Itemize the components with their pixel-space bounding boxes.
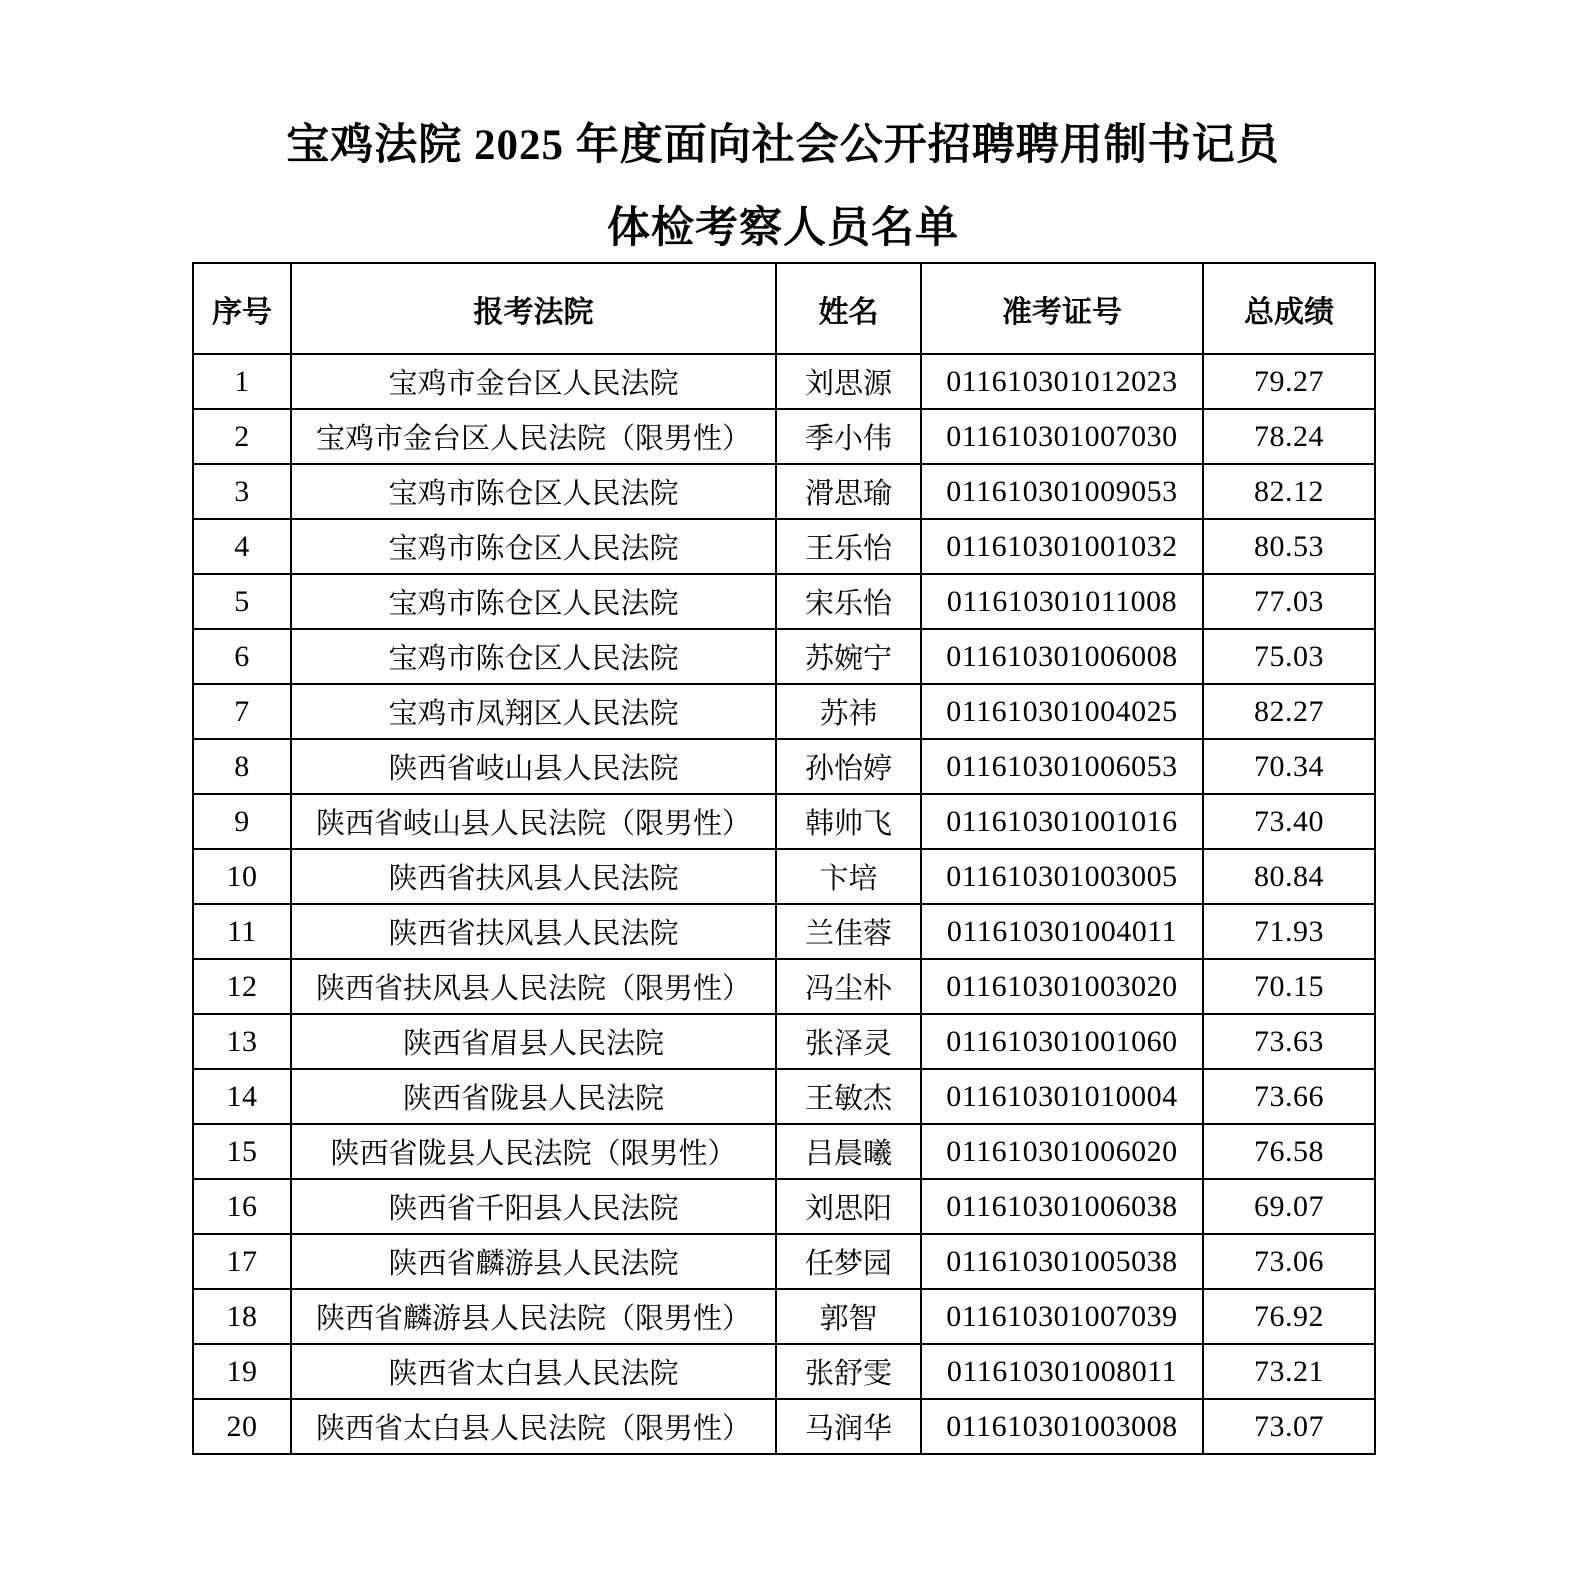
cell-name: 刘思阳 bbox=[776, 1179, 921, 1234]
header-row bbox=[193, 263, 1375, 354]
cell-ticket: 011610301004011 bbox=[921, 904, 1203, 959]
cell-score: 73.06 bbox=[1203, 1234, 1375, 1289]
cell-score: 80.84 bbox=[1203, 849, 1375, 904]
cell-no: 16 bbox=[193, 1179, 291, 1234]
cell-ticket: 011610301004025 bbox=[921, 684, 1203, 739]
cell-score: 80.53 bbox=[1203, 519, 1375, 574]
cell-ticket: 011610301001016 bbox=[921, 794, 1203, 849]
cell-ticket: 011610301006038 bbox=[921, 1179, 1203, 1234]
cell-no: 20 bbox=[193, 1399, 291, 1454]
cell-ticket: 011610301003008 bbox=[921, 1399, 1203, 1454]
cell-score: 82.27 bbox=[1203, 684, 1375, 739]
table-row bbox=[193, 464, 1375, 519]
cell-court: 宝鸡市金台区人民法院（限男性） bbox=[291, 409, 776, 464]
cell-court: 陕西省麟游县人民法院（限男性） bbox=[291, 1289, 776, 1344]
table-row bbox=[193, 684, 1375, 739]
cell-ticket: 011610301008011 bbox=[921, 1344, 1203, 1399]
table-row bbox=[193, 1234, 1375, 1289]
cell-no: 9 bbox=[193, 794, 291, 849]
table-row bbox=[193, 959, 1375, 1014]
table-row bbox=[193, 1014, 1375, 1069]
table-row bbox=[193, 739, 1375, 794]
cell-court: 陕西省扶风县人民法院（限男性） bbox=[291, 959, 776, 1014]
cell-court: 宝鸡市金台区人民法院 bbox=[291, 354, 776, 409]
cell-court: 陕西省岐山县人民法院（限男性） bbox=[291, 794, 776, 849]
cell-name: 马润华 bbox=[776, 1399, 921, 1454]
cell-no: 2 bbox=[193, 409, 291, 464]
table-row bbox=[193, 409, 1375, 464]
table-row bbox=[193, 1069, 1375, 1124]
cell-court: 陕西省眉县人民法院 bbox=[291, 1014, 776, 1069]
cell-score: 79.27 bbox=[1203, 354, 1375, 409]
cell-court: 宝鸡市陈仓区人民法院 bbox=[291, 629, 776, 684]
cell-no: 17 bbox=[193, 1234, 291, 1289]
cell-ticket: 011610301009053 bbox=[921, 464, 1203, 519]
cell-score: 77.03 bbox=[1203, 574, 1375, 629]
cell-score: 73.63 bbox=[1203, 1014, 1375, 1069]
cell-court: 宝鸡市陈仓区人民法院 bbox=[291, 464, 776, 519]
cell-court: 陕西省千阳县人民法院 bbox=[291, 1179, 776, 1234]
cell-no: 7 bbox=[193, 684, 291, 739]
cell-score: 76.92 bbox=[1203, 1289, 1375, 1344]
cell-name: 兰佳蓉 bbox=[776, 904, 921, 959]
col-header-no: 序号 bbox=[193, 263, 291, 354]
cell-ticket: 011610301005038 bbox=[921, 1234, 1203, 1289]
cell-no: 4 bbox=[193, 519, 291, 574]
cell-no: 15 bbox=[193, 1124, 291, 1179]
cell-score: 82.12 bbox=[1203, 464, 1375, 519]
table-row bbox=[193, 354, 1375, 409]
cell-court: 陕西省陇县人民法院 bbox=[291, 1069, 776, 1124]
cell-name: 郭智 bbox=[776, 1289, 921, 1344]
table-row bbox=[193, 1344, 1375, 1399]
cell-no: 12 bbox=[193, 959, 291, 1014]
cell-ticket: 011610301001060 bbox=[921, 1014, 1203, 1069]
table-header bbox=[193, 263, 1375, 354]
cell-score: 71.93 bbox=[1203, 904, 1375, 959]
cell-no: 1 bbox=[193, 354, 291, 409]
cell-no: 3 bbox=[193, 464, 291, 519]
cell-name: 韩帅飞 bbox=[776, 794, 921, 849]
cell-court: 陕西省太白县人民法院（限男性） bbox=[291, 1399, 776, 1454]
cell-court: 宝鸡市凤翔区人民法院 bbox=[291, 684, 776, 739]
cell-name: 宋乐怡 bbox=[776, 574, 921, 629]
cell-court: 陕西省扶风县人民法院 bbox=[291, 849, 776, 904]
cell-name: 张舒雯 bbox=[776, 1344, 921, 1399]
col-header-score: 总成绩 bbox=[1203, 263, 1375, 354]
cell-ticket: 011610301007039 bbox=[921, 1289, 1203, 1344]
cell-score: 75.03 bbox=[1203, 629, 1375, 684]
cell-ticket: 011610301012023 bbox=[921, 354, 1203, 409]
cell-name: 滑思瑜 bbox=[776, 464, 921, 519]
cell-ticket: 011610301006053 bbox=[921, 739, 1203, 794]
table-row bbox=[193, 1289, 1375, 1344]
cell-name: 任梦园 bbox=[776, 1234, 921, 1289]
cell-no: 13 bbox=[193, 1014, 291, 1069]
cell-score: 73.07 bbox=[1203, 1399, 1375, 1454]
cell-name: 吕晨曦 bbox=[776, 1124, 921, 1179]
cell-court: 陕西省扶风县人民法院 bbox=[291, 904, 776, 959]
table-body bbox=[193, 354, 1375, 1454]
table-row bbox=[193, 574, 1375, 629]
cell-name: 冯尘朴 bbox=[776, 959, 921, 1014]
table-row bbox=[193, 1179, 1375, 1234]
table-row bbox=[193, 1399, 1375, 1454]
cell-name: 苏婉宁 bbox=[776, 629, 921, 684]
cell-court: 陕西省陇县人民法院（限男性） bbox=[291, 1124, 776, 1179]
table-row bbox=[193, 519, 1375, 574]
cell-no: 19 bbox=[193, 1344, 291, 1399]
cell-score: 76.58 bbox=[1203, 1124, 1375, 1179]
doc-title-line2: 体检考察人员名单 bbox=[607, 205, 959, 252]
cell-no: 11 bbox=[193, 904, 291, 959]
cell-court: 宝鸡市陈仓区人民法院 bbox=[291, 519, 776, 574]
cell-no: 10 bbox=[193, 849, 291, 904]
cell-court: 陕西省太白县人民法院 bbox=[291, 1344, 776, 1399]
table-row bbox=[193, 849, 1375, 904]
col-header-ticket: 准考证号 bbox=[921, 263, 1203, 354]
cell-name: 王敏杰 bbox=[776, 1069, 921, 1124]
cell-ticket: 011610301001032 bbox=[921, 519, 1203, 574]
cell-no: 6 bbox=[193, 629, 291, 684]
table-row bbox=[193, 629, 1375, 684]
cell-court: 宝鸡市陈仓区人民法院 bbox=[291, 574, 776, 629]
cell-name: 苏祎 bbox=[776, 684, 921, 739]
cell-name: 季小伟 bbox=[776, 409, 921, 464]
cell-court: 陕西省麟游县人民法院 bbox=[291, 1234, 776, 1289]
cell-name: 张泽灵 bbox=[776, 1014, 921, 1069]
cell-score: 70.15 bbox=[1203, 959, 1375, 1014]
cell-name: 卞培 bbox=[776, 849, 921, 904]
cell-ticket: 011610301006020 bbox=[921, 1124, 1203, 1179]
doc-title-line1: 宝鸡法院 2025 年度面向社会公开招聘聘用制书记员 bbox=[286, 122, 1280, 169]
table-row bbox=[193, 794, 1375, 849]
col-header-court: 报考法院 bbox=[291, 263, 776, 354]
col-header-name: 姓名 bbox=[776, 263, 921, 354]
cell-ticket: 011610301011008 bbox=[921, 574, 1203, 629]
cell-ticket: 011610301010004 bbox=[921, 1069, 1203, 1124]
cell-name: 王乐怡 bbox=[776, 519, 921, 574]
table-row bbox=[193, 1124, 1375, 1179]
candidates-table bbox=[192, 262, 1376, 1455]
cell-no: 5 bbox=[193, 574, 291, 629]
cell-name: 孙怡婷 bbox=[776, 739, 921, 794]
cell-score: 73.40 bbox=[1203, 794, 1375, 849]
cell-ticket: 011610301006008 bbox=[921, 629, 1203, 684]
cell-score: 73.66 bbox=[1203, 1069, 1375, 1124]
cell-name: 刘思源 bbox=[776, 354, 921, 409]
cell-court: 陕西省岐山县人民法院 bbox=[291, 739, 776, 794]
cell-ticket: 011610301003020 bbox=[921, 959, 1203, 1014]
cell-ticket: 011610301007030 bbox=[921, 409, 1203, 464]
cell-ticket: 011610301003005 bbox=[921, 849, 1203, 904]
cell-no: 18 bbox=[193, 1289, 291, 1344]
cell-no: 8 bbox=[193, 739, 291, 794]
cell-score: 70.34 bbox=[1203, 739, 1375, 794]
cell-no: 14 bbox=[193, 1069, 291, 1124]
cell-score: 73.21 bbox=[1203, 1344, 1375, 1399]
table-row bbox=[193, 904, 1375, 959]
cell-score: 69.07 bbox=[1203, 1179, 1375, 1234]
cell-score: 78.24 bbox=[1203, 409, 1375, 464]
